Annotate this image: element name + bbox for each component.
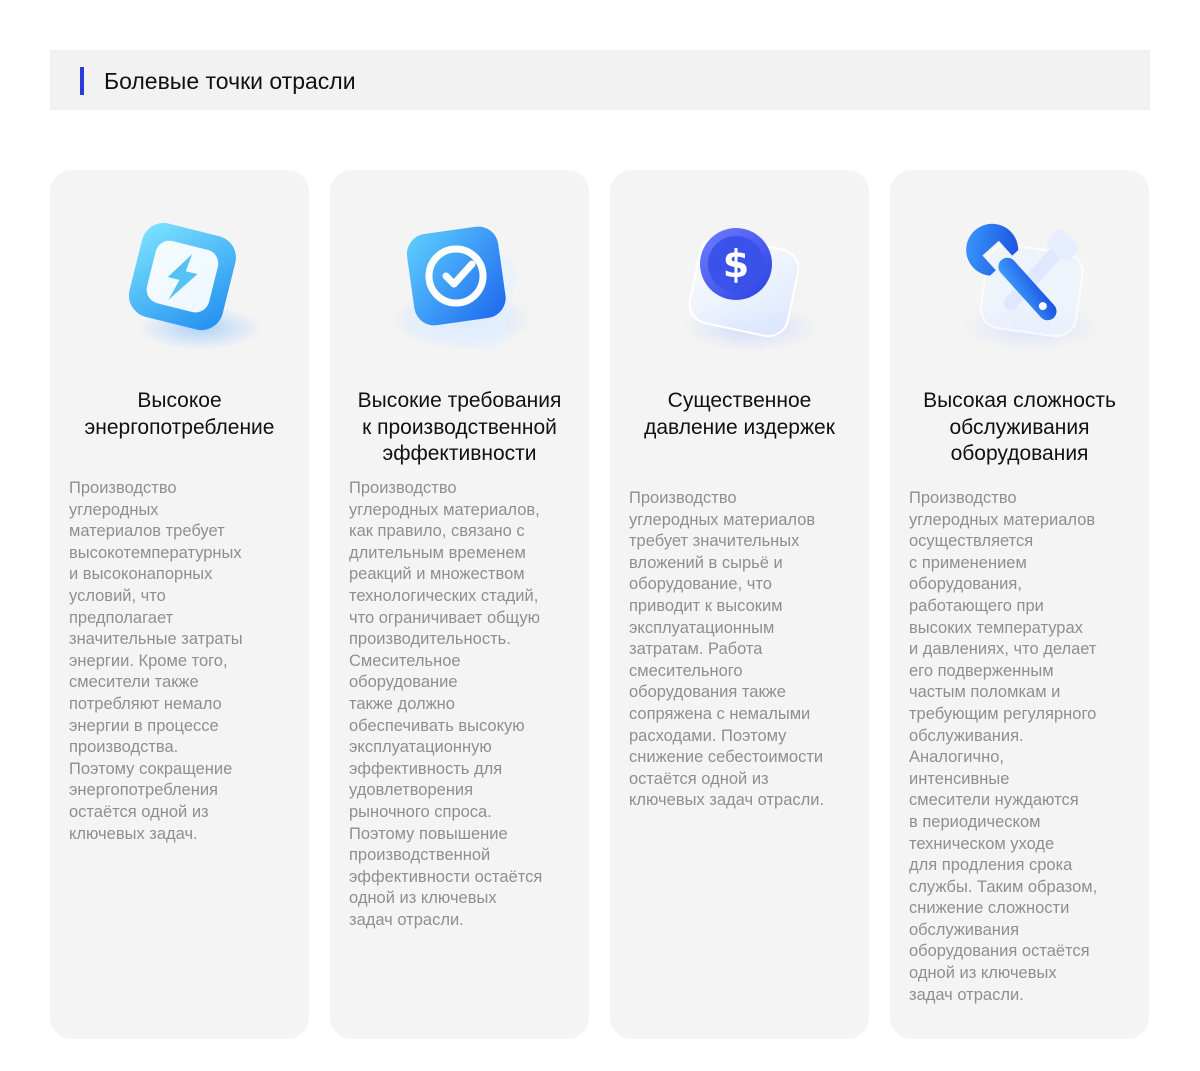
card-description: Производство углеродных материалов, как правило, связано с длительным временем реакций и множеством технологических стадий, что ограничивает общую производительность. Смесительное оборудование также должно обеспечивать высокую эксплуатационную эффективность для удовлетворения рыночного спроса. Поэтому повышение производственной эффективности остаётся одной из ключевых задач отрасли. <box>349 479 543 929</box>
card-production-efficiency <box>330 170 589 1039</box>
card-description: Производство углеродных материалов осуществляется с применением оборудования, работающего при высоких температурах и давлениях, что делает его подверженным частым поломкам и требующим регулярного обслуживания. Аналогично, интенсивные смесители нуждаются в периодическом техническом уходе для продления срока службы. Таким образом, снижение сложности обслуживания оборудования остаётся одной из ключевых задач отрасли. <box>909 489 1098 1004</box>
dollar-coin-icon <box>610 208 869 358</box>
wrench-icon <box>890 208 1149 358</box>
card-description: Производство углеродных материалов требует высокотемпературных и высоконапорных условий, что предполагает значительные затраты энергии. Кроме того, смесители также потребляют немало энергии в процессе производства. Поэтому сокращение энергопотребления остаётся одной из ключевых задач. <box>69 479 243 843</box>
card-title: Высокое энергопотребление <box>84 389 275 439</box>
card-energy-consumption <box>50 170 309 1039</box>
section-header <box>50 50 1150 110</box>
svg-text:$: $ <box>722 242 749 286</box>
checkmark-gauge-icon <box>330 208 589 358</box>
section-title: Болевые точки отрасли <box>104 68 356 94</box>
lightning-icon <box>50 208 309 358</box>
card-title: Высокие требования к производственной эффективности <box>357 389 562 465</box>
pain-points-cards <box>50 170 1150 1040</box>
card-description: Производство углеродных материалов требует значительных вложений в сырьё и оборудование, что приводит к высоким эксплуатационным затратам. Работа смесительного оборудования также сопряжена с немалыми расходами. Поэтому снижение себестоимости остаётся одной из ключевых задач отрасли. <box>629 489 825 810</box>
card-maintenance-complexity <box>890 170 1149 1039</box>
header-accent-bar <box>80 67 84 95</box>
card-cost-pressure <box>610 170 869 1039</box>
card-title: Существенное давление издержек <box>644 389 835 439</box>
card-title: Высокая сложность обслуживания оборудования <box>923 389 1116 465</box>
